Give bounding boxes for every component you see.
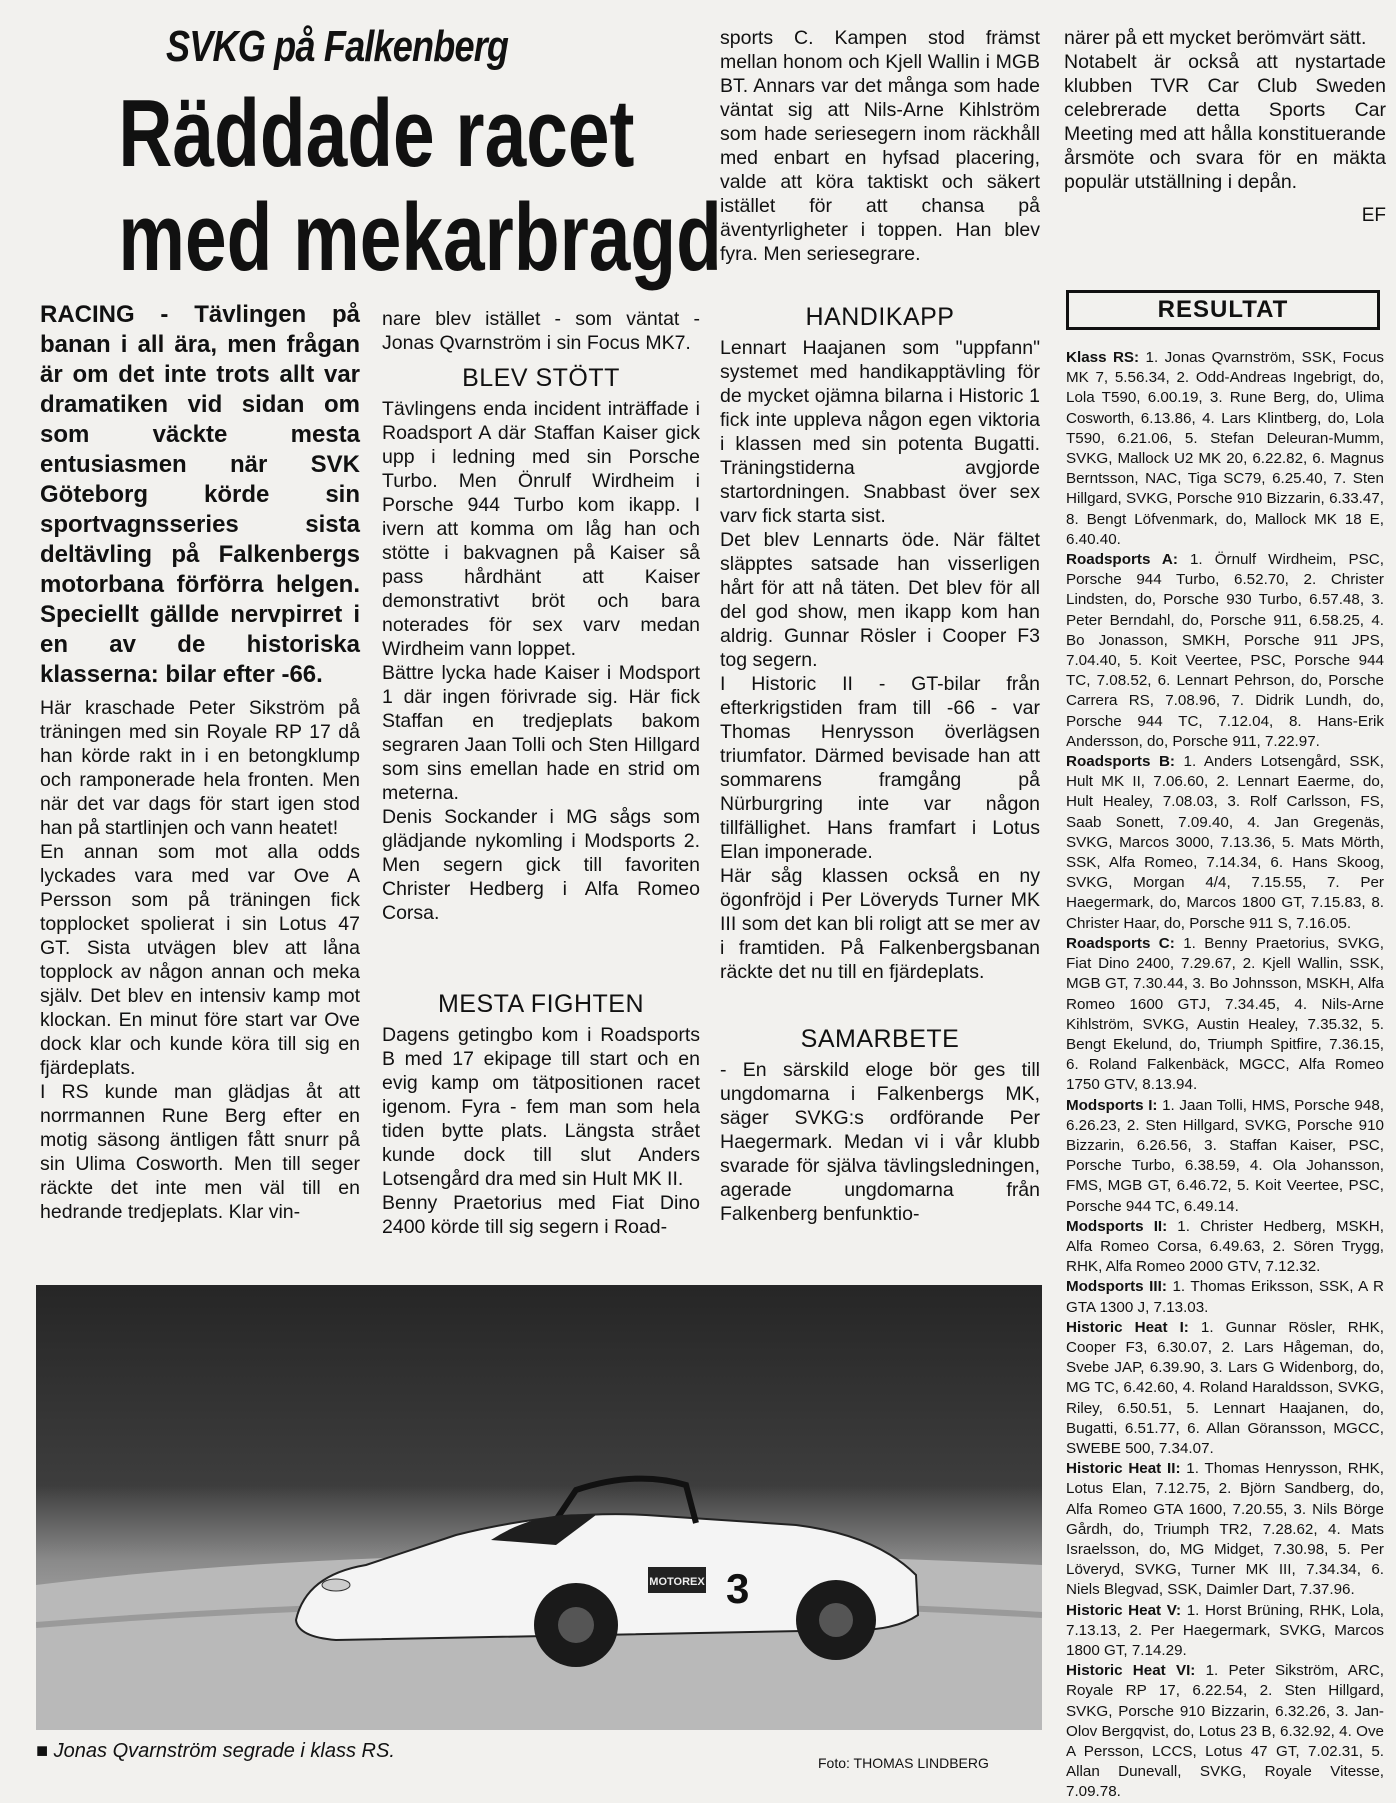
subheading-handikapp: HANDIKAPP: [805, 303, 955, 331]
result-text: 1. Gunnar Rösler, RHK, Cooper F3, 6.30.07, 2. Lars Hågeman, do, Svebe JAP, 6.39.90, 3. Lars G Widenborg, do, MG TC, 6.42.60, 4. Roland Haraldsson, SVKG, Riley, 6.50.51, 5. Lennart Haajanen, do, Bugatti, 6.51.77, 6. Allan Göransson, MGCC, SWEBE 500, 7.34.07.: [1066, 1318, 1384, 1457]
race-car-photo: [36, 1285, 1042, 1730]
ingress: RACING - Tävlingen på banan i all ära, men frågan är om det inte trots allt var dramatiken vid sidan om som väckte mesta entusiasmen när SVK Göteborg körde sin sportvagnsseries sista deltävling på Falkenbergs motorbana förförra helgen. Speciellt gällde nervpirret i en av de historiska klasserna: bilar efter -66.: [40, 301, 360, 688]
photo-credit: Foto: THOMAS LINDBERG: [818, 1755, 989, 1771]
kicker: SVKG på Falkenberg: [166, 22, 509, 71]
race-car-illustration: [36, 1285, 1042, 1730]
paragraph: närer på ett mycket berömvärt sätt.: [1064, 27, 1367, 49]
car-number: 3: [726, 1565, 750, 1612]
paragraph: Det blev Lennarts öde. När fältet släpptes satsade han visserligen hårt för att nå täten. Det blev för all del god show, men ikapp kom han aldrig. Gunnar Rösler i Cooper F3 tog segern.: [720, 529, 1040, 671]
paragraph: En annan som mot alla odds lyckades vara med var Ove A Persson som på träningen fick topplocket spolierat i sin Lotus 47 GT. Sista utvägen blev att låna topplock av någon annan och meka själv. Det blev en intensiv kamp mot klockan. En minut före start var Ove dock klar och kunde köra till sig en fjärdeplats.: [40, 841, 360, 1079]
result-text: 1. Thomas Eriksson, SSK, A R GTA 1300 J, 7.13.03.: [1066, 1278, 1384, 1316]
result-text: 1. Peter Sikström, ARC, Royale RP 17, 6.22.54, 2. Sten Hillgard, SVKG, Porsche 910 Bizzarin, 6.32.26, 3. Jan-Olov Bergqvist, do, Lotus 23 B, 6.32.92, 4. Ove A Persson, LCCS, Lotus 47 GT, 7.02.31, 5. Allan Dunevall, SVKG, Royale Vitesse, 7.09.78.: [1066, 1662, 1385, 1801]
result-text: 1. Horst Brüning, RHK, Lola, 7.13.13, 2. Per Haegermark, SVKG, Marcos 1800 GT, 7.14.29.: [1066, 1601, 1384, 1659]
subheading-samarbete: SAMARBETE: [800, 1025, 960, 1053]
caption-text: Jonas Qvarnström segrade i klass RS.: [53, 1740, 395, 1762]
result-class-label: Klass RS:: [1066, 349, 1140, 366]
result-entry: [1066, 934, 1384, 1096]
paragraph: Notabelt är också att nystartade klubben TVR Car Club Sweden celebrerade detta Sports Car Meeting med att hålla konstituerande årsmöte och svara för en mäkta populär utställning i depån.: [1064, 51, 1386, 193]
subheading-blev-stott: BLEV STÖTT: [462, 364, 620, 392]
result-class-label: Historic Heat I:: [1066, 1318, 1189, 1336]
article-column-3: [720, 26, 1040, 1226]
result-class-label: Modsports II:: [1066, 1217, 1168, 1235]
headline: [118, 80, 722, 291]
paragraph: Tävlingens enda incident inträffade i Roadsport A där Staffan Kaiser gick upp i ledning med sin Porsche Turbo. Men Önrulf Wirdheim i Porsche 944 Turbo kom ikapp. I ivern att komma om låg han och stötte i bakvagnen på Kaiser så pass hårdhänt att Kaiser demonstrativt bröt och bara noterades för sex varv medan Wirdheim vann loppet.: [382, 398, 700, 660]
result-entry: [1066, 1217, 1384, 1278]
result-entry: [1066, 1096, 1384, 1217]
result-text: 1. Anders Lotsengård, SSK, Hult MK II, 7.06.60, 2. Lennart Eaerme, do, Hult Healey, 7.08.03, 3. Rolf Carlsson, FS, Saab Sonett, 7.09.40, 4. Jan Gregenäs, SVKG, Marcos 3000, 7.13.36, 5. Mats Mörth, SSK, Alfa Romeo, 7.14.34, 6. Hans Skoog, SVKG, Morgan 4/4, 7.15.55, 7. Per Haegermark, do, Marcos 1800 GT, 7.15.83, 8. Christer Haar, do, Porsche 911 S, 7.16.05.: [1066, 753, 1384, 932]
sponsor-decal: MOTOREX: [649, 1576, 705, 1588]
headline-line-2: med mekarbragd: [118, 184, 722, 291]
paragraph: Bättre lycka hade Kaiser i Modsport 1 där ingen förivrade sig. Här fick Staffan en tredjeplats bakom segraren Jaan Tolli och Sten Hillgard som sins emellan hade en strid om meterna.: [382, 662, 700, 804]
results-heading: RESULTAT: [1066, 290, 1380, 330]
result-text: 1. Örnulf Wirdheim, PSC, Porsche 944 Turbo, 6.52.70, 2. Christer Lindsten, do, Porsche 930 Turbo, 6.57.48, 3. Peter Berndahl, do, Porsche 911, 6.58.25, 4. Bo Jonasson, SMKH, Porsche 911 JPS, 7.04.40, 5. Koit Veertee, PSC, Porsche 944 TC, 7.08.52, 6. Lennart Pehrson, do, Porsche Carrera RS, 7.08.96, 7. Didrik Lundh, do, Porsche 944 TC, 7.12.04, 8. Hans-Erik Andersson, do, Porsche 911, 7.22.97.: [1066, 551, 1384, 750]
paragraph: Dagens getingbo kom i Roadsports B med 17 ekipage till start och en evig kamp om tätpositionen racet igenom. Fyra - fem man som hela tiden bytte plats. Längsta strået kunde dock till slut Anders Lotsengård dra med sin Hult MK II.: [382, 1024, 700, 1190]
result-entry: [1066, 1601, 1384, 1662]
result-entry: [1066, 1661, 1384, 1802]
result-entry: [1066, 1318, 1384, 1459]
result-entry: [1066, 752, 1384, 934]
result-entry: [1066, 1459, 1384, 1600]
bullet-icon: ■: [36, 1740, 49, 1762]
result-class-label: Roadsports C:: [1066, 934, 1175, 952]
paragraph: nare blev istället - som väntat - Jonas Qvarnström i sin Focus MK7.: [382, 308, 700, 354]
result-class-label: Modsports I:: [1066, 1096, 1158, 1114]
result-text: 1. Jonas Qvarnström, SSK, Focus MK 7, 5.56.34, 2. Odd-Andreas Ingebrigt, do, Lola T590, 6.00.19, 3. Rune Berg, do, Ulima Cosworth, 6.13.86, 4. Lars Klintberg, do, Lola T590, 6.21.06, 5. Stefan Deleuran-Mumm, SVKG, Mallock U2 MK 20, 6.22.82, 6. Magnus Berntsson, NAC, Tiga SC79, 6.25.40, 7. Sten Hillgard, SVKG, Porsche 910 Bizzarin, 6.33.47, 8. Bengt Löfvenmark, do, Mallock MK 18 E, 6.40.40.: [1066, 349, 1384, 548]
subheading-mesta-fighten: MESTA FIGHTEN: [437, 990, 645, 1018]
result-entry: [1066, 550, 1384, 752]
photo-caption: [36, 1740, 395, 1763]
paragraph: Lennart Haajanen som "uppfann" systemet med handikapptävling för de mycket ojämna bilarna i Historic 1 fick inte uppleva någon egen viktoria i klassen med sin potenta Bugatti. Träningstiderna avgjorde startordningen. Snabbast över sex varv fick starta sist.: [720, 337, 1040, 527]
paragraph: Benny Praetorius med Fiat Dino 2400 körde till sig segern i Road-: [382, 1192, 700, 1238]
article-column-2: [382, 307, 700, 1239]
paragraph: - En särskild eloge bör ges till ungdomarna i Falkenbergs MK, säger SVKG:s ordförande Per Haegermark. Medan vi i vår klubb svarade för själva tävlingsledningen, agerade ungdomarna från Falkenberg benfunktio-: [720, 1059, 1040, 1225]
paragraph: Här kraschade Peter Sikström på träningen med sin Royale RP 17 då han körde rakt in i en betongklump och ramponerade hela fronten. Men när det var dags för start igen stod han på startlinjen och vann heatet!: [40, 697, 360, 839]
paragraph: I Historic II - GT-bilar från efterkrigstiden fram till -66 - var Thomas Henrysson överlägsen triumfator. Därmed bevisade han att sommarens framgång på Nürburgring inte var någon tillfällighet. Hans framfart i Lotus Elan imponerade.: [720, 673, 1040, 863]
result-text: 1. Jaan Tolli, HMS, Porsche 948, 6.26.23, 2. Sten Hillgard, SVKG, Porsche 910 Bizzarin, 6.26.56, 3. Staffan Kaiser, PSC, Porsche Turbo, 6.38.59, 4. Ola Johansson, FMS, MGB GT, 6.46.72, 5. Koit Veertee, PSC, Porsche 944 TC, 6.49.14.: [1066, 1096, 1384, 1215]
results-list: [1066, 348, 1384, 1803]
result-entry: [1066, 348, 1384, 550]
result-class-label: Modsports III:: [1066, 1278, 1167, 1296]
result-class-label: Roadsports B:: [1066, 753, 1175, 771]
result-entry: [1066, 1277, 1384, 1317]
paragraph: Denis Sockander i MG sågs som glädjande nykomling i Modsports 2. Men segern gick till favoriten Christer Hedberg i Alfa Romeo Corsa.: [382, 806, 700, 924]
paragraph: Här såg klassen också en ny ögonfröjd i Per Löveryds Turner MK III som det kan bli roligt att se mer av i framtiden. På Falkenbergsbanan räckte det nu till en fjärdeplats.: [720, 865, 1040, 983]
result-text: 1. Benny Praetorius, SVKG, Fiat Dino 2400, 7.29.67, 2. Kjell Wallin, SSK, MGB GT, 7.30.44, 3. Bo Johnsson, MSKH, Alfa Romeo 1600 GTJ, 7.34.45, 4. Nils-Arne Kihlström, SVKG, Austin Healey, 7.35.32, 5. Bengt Ekelund, do, Triumph Spitfire, 7.36.15, 6. Roland Falkenbäck, MGCC, Alfa Romeo 1750 GTV, 8.13.94.: [1066, 934, 1384, 1094]
paragraph: sports C. Kampen stod främst mellan honom och Kjell Wallin i MGB BT. Annars var det många som hade väntat sig att Nils-Arne Kihlström som hade seriesegern inom räckhåll med enbart en hyfsad placering, valde att köra taktiskt och säkert istället för att chansa på äventyrligheter i toppen. Han blev fyra. Men seriesegrare.: [720, 27, 1040, 265]
result-class-label: Historic Heat VI:: [1066, 1662, 1196, 1680]
paragraph: I RS kunde man glädjas åt att norrmannen Rune Berg efter en motig säsong äntligen fått snurr på sin Ulima Cosworth. Men till seger räckte det inte men väl till en hedrande tredjeplats. Klar vin-: [40, 1081, 360, 1223]
article-column-4: [1064, 26, 1386, 228]
article-column-1: [40, 300, 360, 1224]
result-text: 1. Thomas Henrysson, RHK, Lotus Elan, 7.12.75, 2. Björn Sandberg, do, Alfa Romeo GTA 1600, 7.20.55, 3. Nils Börge Gårdh, do, Triumph TR2, 7.28.62, 4. Mats Israelsson, do, MG Midget, 7.30.98, 5. Per Löveryd, SVKG, Turner MK III, 7.34.34, 6. Niels Blegvad, SSK, Daimler Dart, 7.37.96.: [1066, 1460, 1385, 1599]
result-text: 1. Christer Hedberg, MSKH, Alfa Romeo Corsa, 6.49.63, 2. Sören Trygg, RHK, Alfa Romeo 2000 GTV, 7.12.32.: [1066, 1217, 1384, 1276]
result-class-label: Historic Heat II:: [1066, 1460, 1181, 1478]
headline-line-1: Räddade racet: [118, 80, 635, 187]
result-class-label: Roadsports A:: [1066, 551, 1178, 569]
byline-signature: EF: [1361, 205, 1386, 226]
result-class-label: Historic Heat V:: [1066, 1601, 1182, 1619]
